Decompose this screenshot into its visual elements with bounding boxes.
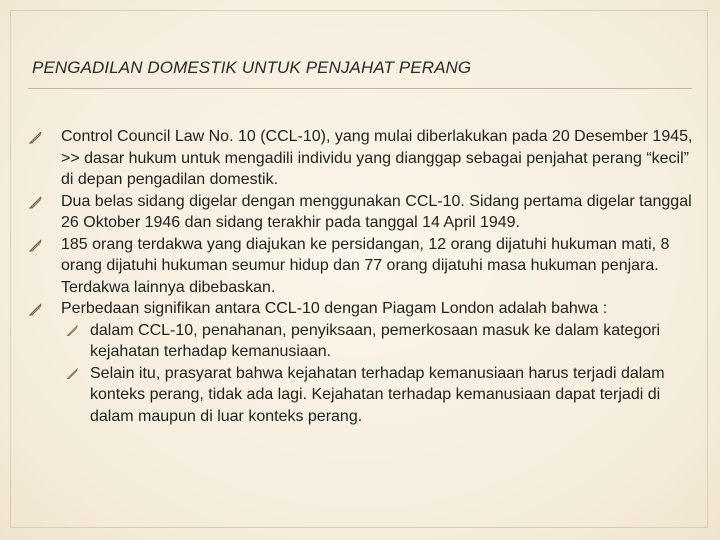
pen-nib-bullet-icon — [28, 303, 42, 317]
pen-nib-bullet-icon — [28, 239, 42, 253]
title-divider — [28, 88, 692, 89]
bullet-item — [32, 126, 702, 191]
sub-bullet-text: dalam CCL-10, penahanan, penyiksaan, pemerkosaan masuk ke dalam kategori kejahatan terhadap kemanusiaan. — [90, 321, 661, 360]
bullet-text: Control Council Law No. 10 (CCL-10), yang mulai diberlakukan pada 20 Desember 1945, >> dasar hukum untuk mengadili individu yang dianggap sebagai penjahat perang “kecil” di depan pengadilan domestik. — [61, 128, 693, 188]
bullet-text: Dua belas sidang digelar dengan menggunakan CCL-10. Sidang pertama digelar tanggal 26 Oktober 1946 dan sidang terakhir pada tanggal 14 April 1949. — [61, 192, 692, 231]
sub-bullet-text: Selain itu, prasyarat bahwa kejahatan terhadap kemanusiaan harus terjadi dalam konteks perang, tidak ada lagi. Kejahatan terhadap kemanusiaan dapat terjadi di dalam maupun di luar konteks perang. — [90, 364, 665, 425]
pen-nib-sub-bullet-icon — [66, 325, 78, 337]
bullet-item — [32, 191, 702, 234]
bullet-item — [32, 234, 702, 299]
sub-bullet-item — [32, 320, 702, 363]
sub-bullet-item — [32, 363, 702, 428]
pen-nib-bullet-icon — [28, 196, 42, 210]
bullet-text: 185 orang terdakwa yang diajukan ke persidangan, 12 orang dijatuhi hukuman mati, 8 orang dijatuhi hukuman seumur hidup dan 77 orang dijatuhi masa hukuman penjara. Terdakwa lainnya dibebaskan. — [61, 235, 670, 296]
pen-nib-sub-bullet-icon — [66, 368, 78, 380]
bullet-item — [32, 298, 702, 320]
slide-title: PENGADILAN DOMESTIK UNTUK PENJAHAT PERANG — [32, 58, 472, 77]
slide-body — [32, 126, 702, 427]
bullet-text: Perbedaan signifikan antara CCL-10 dengan Piagam London adalah bahwa : — [61, 300, 608, 317]
pen-nib-bullet-icon — [28, 131, 42, 145]
